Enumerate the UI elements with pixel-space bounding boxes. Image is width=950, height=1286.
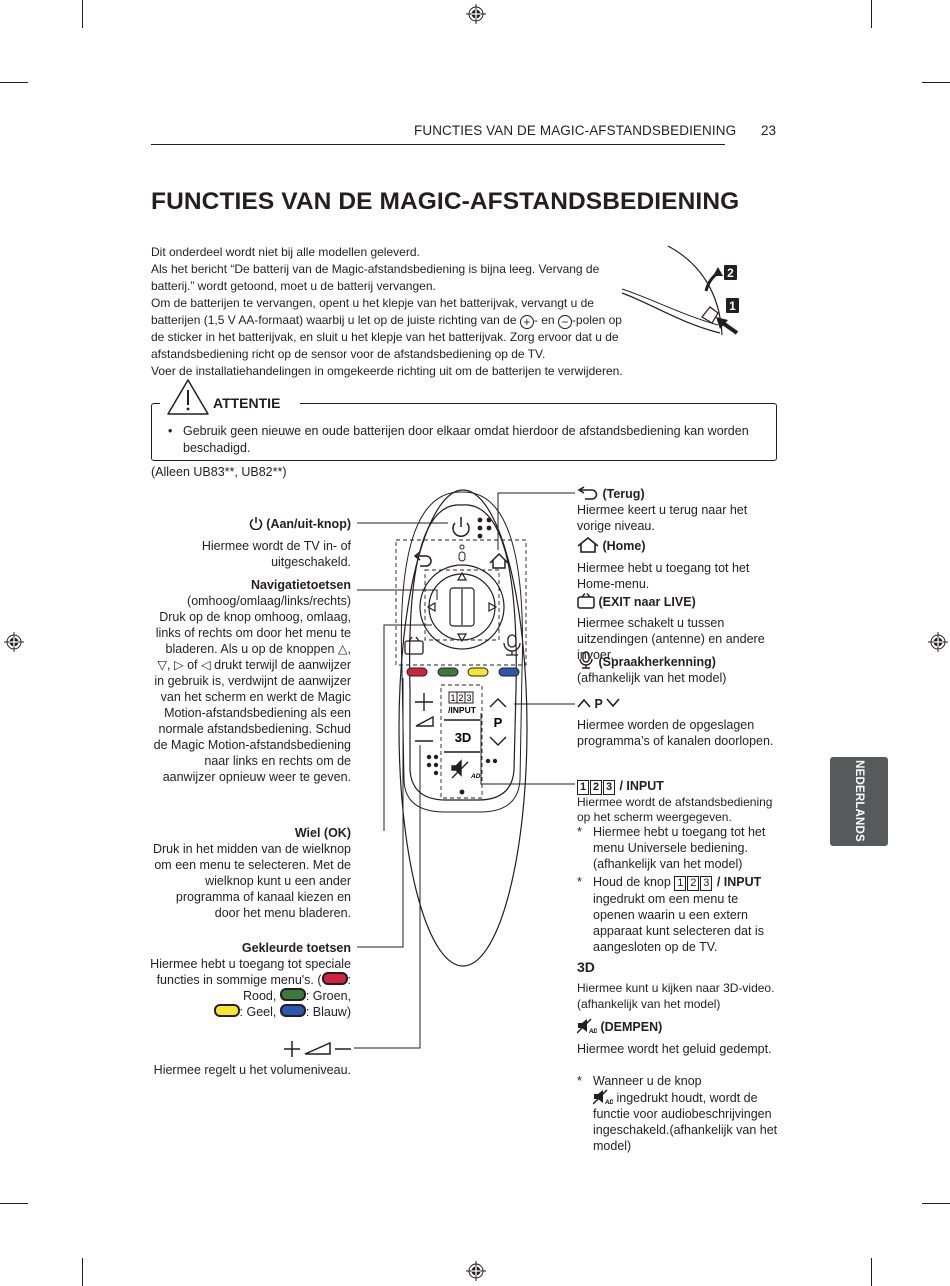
remote-key-2: 2 [458,693,464,703]
channel-down-icon [606,698,620,708]
nav-up-icon: △ [337,642,348,656]
remote-key-3: 3 [466,693,472,703]
page-title: FUNCTIES VAN DE MAGIC-AFSTANDSBEDIENING [151,188,740,215]
color-desc: Hiermee hebt u toegang tot speciale functies in sommige menu's. ( : Rood, : Groen, : Geel, : Blauw) [150,957,351,1019]
wheel-desc: Druk in het midden van de wielknop om een menu te selecteren. Met de wielknop kunt u een ander programma of kanaal kiezen en door het menu bladeren. [152,842,351,920]
input-note-1: * Hiermee hebt u toegang tot het menu Universele bediening. (afhankelijk van het model) [577,825,766,871]
nav-left-icon: ◁ [201,658,211,672]
svg-text:AD: AD [605,1100,613,1105]
back-title: (Terug) [602,487,645,501]
p-desc-block [577,696,782,749]
nav-desc-block [150,577,351,785]
remote-input-label: /INPUT [448,705,476,715]
mute-icon [577,1018,597,1034]
wheel-desc-block [150,825,351,921]
3d-desc: Hiermee kunt u kijken naar 3D-video. (afhankelijk van het model) [577,981,775,1011]
p-label: P [594,697,603,711]
remote-p-key: P [493,715,503,730]
svg-text:AD: AD [589,1029,597,1034]
input-desc-block [577,778,782,825]
back-icon [577,486,599,500]
remote-voice-icon [504,635,520,655]
remote-power-icon [453,517,469,536]
remote-3d-key: 3D [454,730,472,745]
key-3-icon: 3 [603,780,615,795]
models-note: (Alleen UB83**, UB82**) [151,465,287,479]
attention-label: ATTENTIE [213,395,281,411]
mute-desc: Hiermee wordt het geluid gedempt. [577,1042,772,1056]
mute-ad-icon [593,1089,613,1105]
input-title: / INPUT [619,779,664,793]
home-desc: Hiermee hebt u toegang tot het Home-menu. [577,561,750,591]
step-2-label: 2 [727,266,734,280]
channel-up-icon [577,698,591,708]
remote-channel-down-icon [490,737,506,745]
green-key-icon [280,988,306,1001]
voice-title: (Spraakherkenning) [598,655,716,669]
power-title: (Aan/uit-knop) [150,516,351,532]
home-icon [577,537,599,553]
yellow-key-icon [214,1004,240,1017]
intro-line-3: Om de batterijen te vervangen, opent u het klepje van het batterijvak, vervangt u de batterijen (1,5 V AA-formaat) waarbij u let op de juiste richting van de + - en − -polen op de sticker in het batterijvak, en sluit u het klepje van het batterijvak. Zorg ervoor dat u de afstandsbediening richt op de sensor voor de afstandsbediening op de TV. [151,296,622,361]
back-desc: Hiermee keert u terug naar het vorige niveau. [577,503,748,533]
nav-down-icon: ▽ [157,658,168,672]
remote-volume-up-icon [415,693,433,711]
3d-desc-block [577,959,782,1012]
home-title: (Home) [602,539,646,553]
exit-live-icon [577,593,595,609]
minus-pole-icon: − [558,315,572,329]
plus-pole-icon: + [520,315,534,329]
voice-desc-block [577,651,782,686]
key-1-icon: 1 [577,780,589,795]
remote-ad-label: AD [471,773,481,780]
voice-desc: (afhankelijk van het model) [577,671,727,685]
step-1-label: 1 [729,299,736,313]
mute-note: * Wanneer u de knop AD ingedrukt houdt, wordt de functie voor audiobeschrijvingen ingeschakeld.(afhankelijk van het model) [577,1074,778,1153]
power-desc-block [150,516,351,570]
color-desc-block [150,940,351,1020]
remote-red-key [407,668,427,676]
back-desc-block [577,486,782,534]
remote-exit-live-icon [405,637,423,654]
remote-home-icon [490,554,508,568]
power-icon [249,516,263,530]
exit-desc: Hiermee schakelt u tussen uitzendingen (antenne) en andere invoer. [577,616,765,662]
nav-desc: Druk op de knop omhoog, omlaag, links of rechts om door het menu te bladeren. Als u op de knoppen △, ▽, ▷ of ◁ drukt terwijl de aanwijzer in gebruik is, verdwijnt de aanwijzer van het scherm en werkt de Magic Motion-afstandsbediening als een normale afstandsbediening. Schud de Magic Motion-afstandsbediening naar links en rechts om de aanwijzer opnieuw weer te geven. [153,610,351,784]
nav-sub: (omhoog/omlaag/links/rechts) [187,594,351,608]
color-title: Gekleurde toetsen [241,941,351,955]
remote-channel-up-icon [490,699,506,707]
exit-title: (EXIT naar LIVE) [598,595,696,609]
3d-icon: 3D [577,959,595,975]
remote-green-key [438,668,458,676]
nav-right-icon: ▷ [174,658,184,672]
mute-title: (DEMPEN) [600,1020,663,1034]
red-key-icon [322,972,348,985]
intro-line-1: Dit onderdeel wordt niet bij alle modellen geleverd. [151,245,420,259]
blue-key-icon [280,1004,306,1017]
volume-keys-icon [283,1039,353,1059]
mute-desc-block [577,1018,782,1057]
nav-title: Navigatietoetsen [250,578,351,592]
remote-mute-icon [452,761,468,778]
input-desc: Hiermee wordt de afstandsbediening op het scherm weergegeven. [577,795,773,824]
remote-yellow-key [468,668,488,676]
wheel-title: Wiel (OK) [294,826,351,840]
attention-bullet: • Gebruik geen nieuwe en oude batterijen door elkaar omdat hierdoor de afstandsbediening kan worden beschadigd. [168,424,749,455]
language-tab: NEDERLANDS [830,757,888,846]
page-number: 23 [761,123,777,138]
power-desc: Hiermee wordt de TV in- of uitgeschakeld. [201,539,351,569]
intro-line-4: Voer de installatiehandelingen in omgekeerde richting uit om de batterijen te verwijderen. [151,364,623,378]
running-header: FUNCTIES VAN DE MAGIC-AFSTANDSBEDIENING [414,123,737,138]
input-note-2: * Houd de knop 1 2 3 / INPUT ingedrukt om een menu te openen waarin u een extern apparaat kunt selecteren dat is aangesloten op de TV. [577,875,764,954]
intro-line-2: Als het bericht “De batterij van de Magic-afstandsbediening is bijna leeg. Vervang de batterij.” wordt getoond, moet u de batterij vervangen. [151,262,600,293]
voice-recognition-icon [577,651,595,669]
remote-key-1: 1 [450,693,456,703]
p-desc: Hiermee worden de opgeslagen programma’s of kanalen doorlopen. [577,718,774,748]
key-2-icon: 2 [590,780,602,795]
remote-volume-icon [416,717,433,726]
volume-desc: Hiermee regelt u het volumeniveau. [153,1063,351,1077]
remote-blue-key [499,668,519,676]
home-desc-block [577,537,782,592]
